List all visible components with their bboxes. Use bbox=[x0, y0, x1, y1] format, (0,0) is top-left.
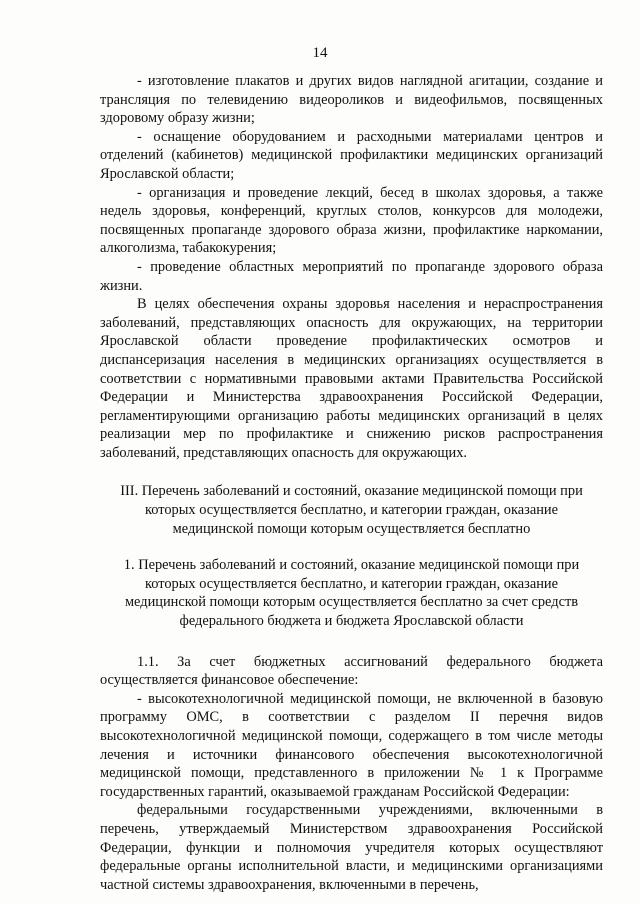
paragraph-regional-events: - проведение областных мероприятий по пропаганде здорового образа жизни. bbox=[100, 258, 603, 294]
paragraph-1-1: 1.1. За счет бюджетных ассигнований федерального бюджета осуществляется финансовое обеспечение: bbox=[100, 653, 603, 689]
section-heading: III. Перечень заболеваний и состояний, оказание медицинской помощи при которых осуществляется бесплатно, и категории граждан, оказание медицинской помощи которым осуществляется бесплатно bbox=[120, 483, 583, 537]
paragraph-posters: - изготовление плакатов и других видов наглядной агитации, создание и трансляция по телевидению видеороликов и видеофильмов, посвященных здоровому образу жизни; bbox=[100, 73, 603, 127]
subsection-heading: 1. Перечень заболеваний и состояний, оказание медицинской помощи при которых осуществляется бесплатно, и категории граждан, оказание медицинской помощи которым осуществляется бесплатно за счет средств федерального бюджета и бюджета Ярославской области bbox=[123, 557, 580, 630]
paragraph-health-protection: В целях обеспечения охраны здоровья населения и нераспространения заболеваний, представляющих опасность для окружающих, на территории Ярославской области проведение профилактических осмотров и диспансеризация населения в медицинских организациях осуществляется в соответствии с нормативными правовыми актами Правительства Российской Федерации и Министерства здравоохранения Российской Федерации, регламентирующими организацию работы медицинских организаций в целях реализации мер по профилактике и снижению рисков распространения заболеваний, представляющих опасность для окружающих. bbox=[100, 296, 603, 461]
document-body bbox=[100, 72, 603, 894]
page-number: 14 bbox=[312, 45, 328, 61]
paragraph-equipment: - оснащение оборудованием и расходными материалами центров и отделений (кабинетов) медицинской профилактики медицинских организаций Ярославской области; bbox=[100, 128, 603, 182]
paragraph-high-tech-care: - высокотехнологичной медицинской помощи, не включенной в базовую программу ОМС, в соответствии с разделом II перечня видов высокотехнологичной медицинской помощи, содержащего в том числе методы лечения и источники финансового обеспечения высокотехнологичной медицинской помощи, представленного в приложении № 1 к Программе государственных гарантий, оказываемой гражданам Российской Федерации: bbox=[100, 690, 603, 800]
paragraph-lectures: - организация и проведение лекций, бесед в школах здоровья, а также недель здоровья, конференций, круглых столов, конкурсов для молодежи, посвященных пропаганде здорового образа жизни, профилактике наркомании, алкоголизма, табакокурения; bbox=[100, 184, 603, 257]
paragraph-federal-institutions: федеральными государственными учреждениями, включенными в перечень, утверждаемый Министерством здравоохранения Российской Федерации, функции и полномочия учредителя которых осуществляют федеральные органы исполнительной власти, и медицинскими организациями частной системы здравоохранения, включенными в перечень, bbox=[100, 802, 603, 893]
